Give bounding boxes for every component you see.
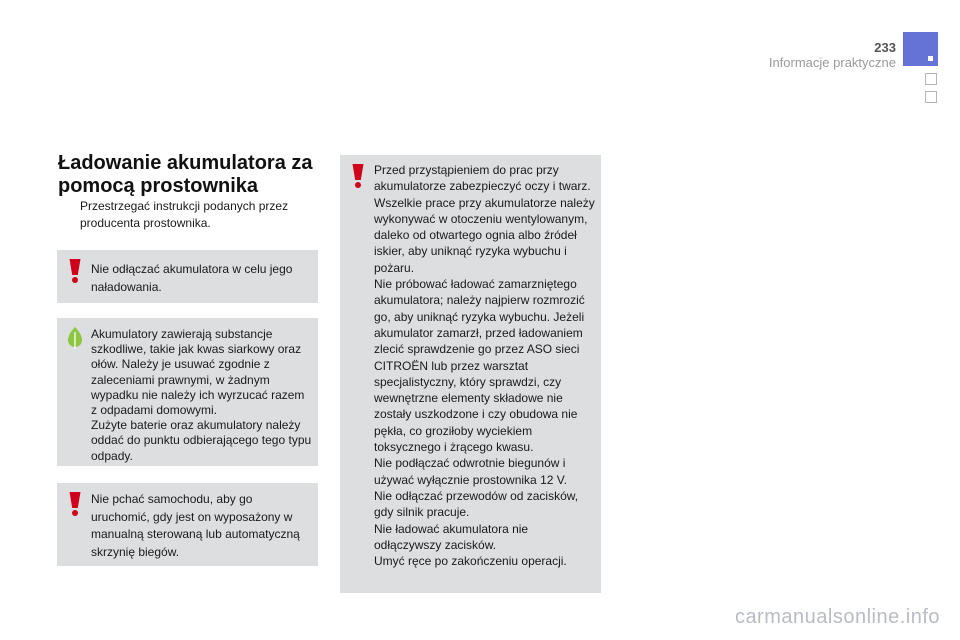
warning-note-charge bbox=[57, 250, 318, 303]
warning-icon bbox=[65, 258, 85, 284]
environment-paragraph: Zużyte baterie oraz akumulatory należy oddać do punktu odbierającego tego typu odpady. bbox=[91, 418, 312, 463]
page-title-line-1: Ładowanie akumulatora za bbox=[58, 152, 313, 174]
warning-text: Nie odłączać akumulatora w celu jego naładowania. bbox=[91, 262, 293, 294]
page-number: 233 bbox=[874, 40, 896, 55]
safety-paragraph: Nie podłączać odwrotnie biegunów i używać wyłącznie prostownika 12 V. bbox=[374, 456, 567, 487]
section-title: Informacje praktyczne bbox=[768, 55, 896, 70]
environment-note bbox=[57, 318, 318, 466]
watermark: carmanualsonline.info bbox=[734, 606, 940, 628]
section-tab-active[interactable] bbox=[903, 32, 938, 66]
warning-icon bbox=[348, 163, 368, 189]
safety-paragraph: Nie odłączać przewodów od zacisków, gdy silnik pracuje. bbox=[374, 488, 579, 520]
safety-paragraph: Umyć ręce po zakończeniu operacji. bbox=[374, 554, 567, 569]
safety-paragraph: Wszelkie prace przy akumulatorze należy wykonywać w otoczeniu wentylowanym, daleko od otwartego ognia albo źródeł iskier, aby uniknąć ryzyka wybuchu i pożaru. bbox=[374, 195, 595, 275]
section-tab-1[interactable] bbox=[925, 73, 937, 85]
section-tab-2[interactable] bbox=[925, 91, 937, 103]
page-title bbox=[58, 152, 328, 198]
warning-note-push-start bbox=[57, 483, 318, 566]
leaf-icon bbox=[65, 326, 85, 350]
safety-paragraph: Przed przystąpieniem do prac przy akumulatorze zabezpieczyć oczy i twarz. bbox=[374, 163, 591, 194]
safety-paragraph: Nie próbować ładować zamarzniętego akumulatora; należy najpierw rozmrozić go, aby uniknąć ryzyka wybuchu. Jeżeli akumulator zamarzł, przed ładowaniem zlecić sprawdzenie go przez ASO sieci CITROËN lub przez warsztat specjalistyczny, który sprawdzi, czy wewnętrzne elementy składowe nie zostały uszkodzone i czy obudowa nie pękła, co groziłoby wyciekiem toksycznego i żrącego kwasu. bbox=[374, 277, 585, 455]
warning-note-safety bbox=[340, 155, 601, 593]
instruction-item bbox=[58, 198, 318, 232]
safety-paragraph: Nie ładować akumulatora nie odłączywszy zacisków. bbox=[374, 521, 529, 552]
tab-marker bbox=[928, 56, 933, 61]
warning-icon bbox=[65, 491, 85, 517]
instruction-text: Przestrzegać instrukcji podanych przez producenta prostownika. bbox=[80, 199, 289, 230]
page-title-line-2: pomocą prostownika bbox=[58, 175, 259, 197]
warning-text: Nie pchać samochodu, aby go uruchomić, gdy jest on wyposażony w manualną sterowaną lub automatyczną skrzynię biegów. bbox=[91, 492, 300, 559]
environment-paragraph: Akumulatory zawierają substancje szkodliwe, takie jak kwas siarkowy oraz ołów. Należy je usuwać zgodnie z zaleceniami prawnymi, w żadnym wypadku nie należy ich wyrzucać razem z odpadami domowymi. bbox=[91, 327, 305, 418]
